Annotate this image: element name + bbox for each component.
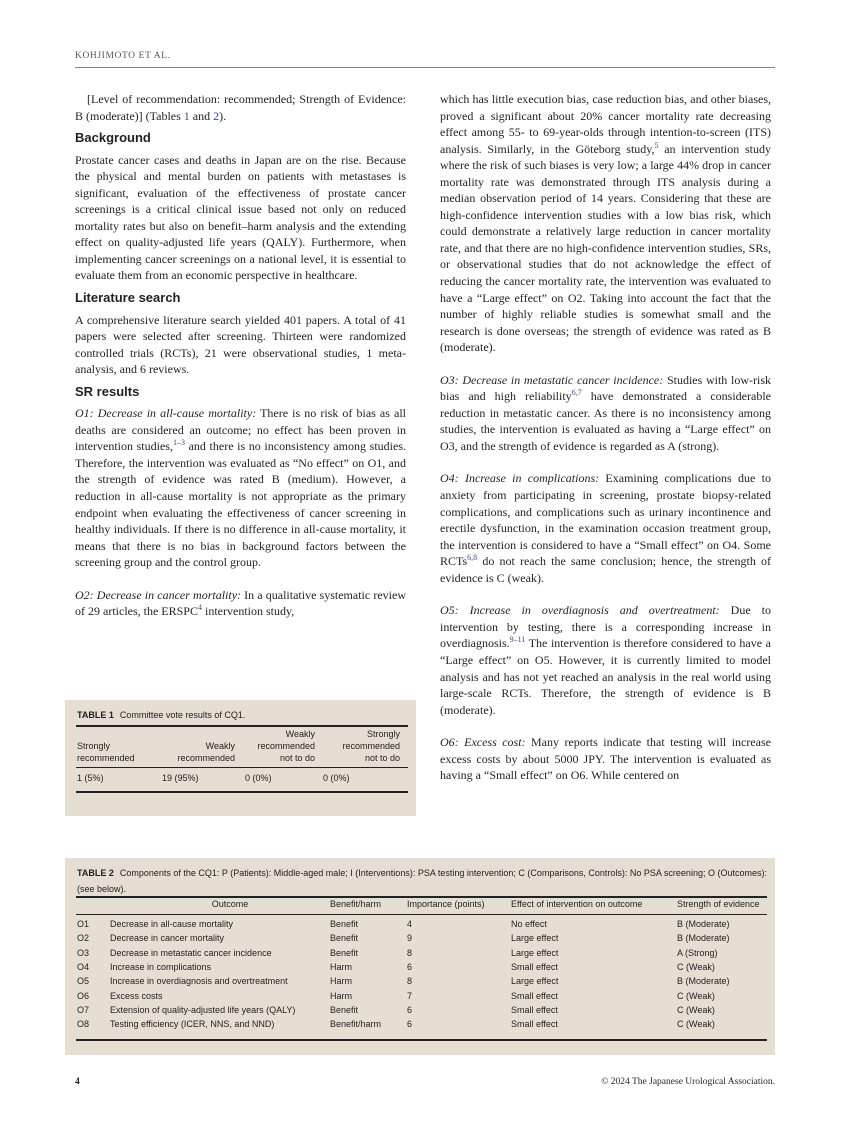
- caption-text: Components of the CQ1: P (Patients): Middle-aged male; I (Interventions): PSA testing intervention; C (Comparisons, Controls): No PSA screening; O (Outcomes): (see below).: [77, 868, 767, 894]
- column-header: Strongly: [366, 729, 400, 739]
- table-cell: Benefit: [330, 933, 359, 944]
- text-run: There is no risk of bias as all deaths are considered an outcome; no effect has been proven in intervention studies,: [75, 406, 406, 454]
- table-cell: Benefit: [330, 1004, 359, 1015]
- table-cell: O2: [77, 933, 90, 944]
- table-cell: Testing efficiency (ICER, NNS, and NND): [110, 1019, 275, 1030]
- paragraph: [440, 91, 771, 356]
- text-run: an intervention study where the risk of such biases is very low; a large 44% drop in cancer mortality rate was demonstrated through ITS analysis during a median observation period of 14 years. Considering that these are high-confidence intervention studies with a low bias risk, which could demonstrate a relatively large reduction in cancer mortality rate, and that there are no high-confidence intervention studies, SRs, or observational studies that do not acknowledge the effect of reducing the cancer mortality rate, the intervention was evaluated to have a “Large effect” on O2. Taking into account the fact that the number of highly reliable studies is somewhat small and the research is done overseas; the strength of evidence was rated as B (moderate).: [440, 141, 771, 355]
- table-cell: A (Strong): [677, 947, 718, 958]
- left-column: [75, 91, 406, 620]
- table-cell: O1: [77, 919, 90, 929]
- table-cell: Benefit: [330, 947, 359, 958]
- table-label: TABLE 1: [77, 710, 114, 720]
- column-header: Weakly: [205, 741, 235, 751]
- section-heading: SR results: [75, 383, 140, 399]
- table-cell: 0 (0%): [245, 773, 272, 783]
- citation-link[interactable]: 4: [198, 603, 202, 613]
- text-run: A comprehensive literature search yielded 401 papers. A total of 41 papers were selected after screening. Thirteen were randomized controlled trials (RCTs), 21 were observational studies, 1 meta-analysis, and 6 reviews.: [75, 312, 406, 377]
- table-cell: Small effect: [511, 961, 558, 972]
- text-run: The intervention is therefore considered to have a “Large effect” on O5. However, it is currently limited to model analysis and has not yet reached an analysis in the real world using large-scale RCTs. Therefore, the strength of evidence is B (moderate).: [440, 636, 771, 717]
- citation-link[interactable]: 9–11: [509, 635, 526, 645]
- section-heading: Literature search: [75, 290, 181, 306]
- table-2: [65, 858, 775, 1055]
- table-cell: No effect: [511, 919, 547, 929]
- text-run: which has little execution bias, case reduction bias, and other biases, proved a significant about 20% cancer mortality rate decreasing effect among 55- to 69-year-olds through intention-to-screen (ITS) analysis. Similarly, in the Göteborg study,: [440, 92, 771, 156]
- outcome-label: O3: Decrease in metastatic cancer incidence:: [440, 372, 664, 387]
- paragraph: [75, 152, 406, 284]
- table-cell: Excess costs: [110, 990, 163, 1001]
- table-cell: Large effect: [511, 947, 559, 958]
- table-cell: Decrease in all-cause mortality: [110, 919, 234, 929]
- outcome-label: O1: Decrease in all-cause mortality:: [75, 406, 257, 421]
- paragraph: [440, 372, 771, 455]
- column-header: recommended: [257, 741, 315, 751]
- table-rule: [76, 896, 767, 898]
- text-run: In a qualitative systematic review of 29 articles, the ERSPC: [75, 587, 406, 619]
- table-cell: 6: [407, 961, 413, 972]
- table-1: [65, 700, 416, 816]
- text-run: have demonstrated a considerable reduction in metastatic cancer. As there is no inconsistency among studies, the intervention is evaluated as having a “Large effect” on O3, and the strength of evidence is regarded as A (strong).: [440, 389, 771, 453]
- table-cell: C (Weak): [677, 990, 715, 1001]
- paragraph: [75, 405, 406, 570]
- column-header: not to do: [279, 753, 315, 763]
- text-run: Studies with low-risk bias and high reliability: [440, 372, 771, 404]
- column-header: Strongly: [77, 741, 111, 751]
- table-2-caption: [77, 865, 767, 897]
- table-cell: Benefit/harm: [330, 1019, 382, 1030]
- column-header: not to do: [364, 753, 400, 763]
- table-cell: 6: [407, 1019, 413, 1030]
- text-run: intervention study,: [202, 604, 295, 619]
- text-run: Examining complications due to anxiety from participating in screening, prostate biopsy-related complications, and complications such as urinary incontinence and erectile dysfunction, in the examination occasion treatment group, the intervention is considered to have a “Small effect” on O4. Some RCTs: [440, 471, 772, 569]
- table-cell: B (Moderate): [677, 976, 730, 987]
- citation-link[interactable]: 1–3: [172, 438, 185, 448]
- outcome-label: O6: Excess cost:: [440, 735, 526, 750]
- table-rule: [76, 791, 408, 793]
- table-cell: Small effect: [511, 1019, 558, 1030]
- running-head: KOHJIMOTO ET AL.: [75, 51, 171, 61]
- outcome-label: O5: Increase in overdiagnosis and overtreatment:: [440, 603, 720, 618]
- column-header: Importance (points): [407, 899, 485, 909]
- table-cell: Harm: [330, 961, 352, 972]
- table-cell: 19 (95%): [162, 773, 199, 783]
- text-run: Prostate cancer cases and deaths in Japan are on the rise. Because the physical and mental burden on patients with metastases is significant, evaluation of the effectiveness of prostate cancer screenings is a critical clinical issue based not only on reduced mortality rates but also on benefit–harm analysis and the extending effect on quality-adjusted life years (QALY). Furthermore, when implementing cancer screenings on a national level, it is essential to evaluate them from an economic perspective in healthcare.: [75, 152, 406, 283]
- table-cell: Small effect: [511, 1004, 558, 1015]
- citation-link[interactable]: 6,8: [467, 553, 478, 563]
- table-rule: [76, 1039, 767, 1041]
- table-rule: [76, 725, 408, 727]
- text-run: Many reports indicate that testing will increase excess costs by about 5000 JPY. The intervention is evaluated as having a “Small effect” on O6. While centered on: [440, 735, 771, 783]
- paragraph: [440, 602, 771, 718]
- table-cell: Increase in complications: [110, 961, 212, 972]
- outcome-label: O4: Increase in complications:: [440, 471, 600, 486]
- text-run: ).: [219, 108, 227, 123]
- table-link[interactable]: 2: [213, 108, 220, 123]
- citation-link[interactable]: 5: [654, 140, 659, 150]
- table-label: TABLE 2: [77, 868, 114, 878]
- table-cell: C (Weak): [677, 961, 715, 972]
- text-run: [Level of recommendation: recommended; Strength of Evidence: B (moderate)] (Tables: [75, 92, 406, 123]
- table-cell: 0 (0%): [323, 773, 350, 783]
- paragraph: [440, 734, 771, 784]
- column-header: Effect of intervention on outcome: [511, 899, 643, 909]
- paragraph: [75, 587, 406, 620]
- table-cell: Large effect: [511, 976, 559, 987]
- citation-link[interactable]: 6,7: [571, 388, 582, 398]
- table-1-caption: [77, 707, 408, 723]
- table-cell: O7: [77, 1004, 90, 1015]
- table-cell: 7: [407, 990, 413, 1001]
- table-cell: O3: [77, 947, 90, 958]
- outcome-label: O2: Decrease in cancer mortality:: [75, 587, 242, 602]
- table-cell: 4: [407, 919, 413, 929]
- column-header: recommended: [177, 753, 235, 763]
- column-header: Outcome: [211, 899, 249, 909]
- paragraph: [440, 470, 771, 586]
- table-cell: 1 (5%): [77, 773, 104, 783]
- table-cell: O6: [77, 990, 90, 1001]
- table-cell: O5: [77, 976, 90, 987]
- table-cell: O4: [77, 961, 90, 972]
- paragraph: [75, 312, 406, 378]
- table-cell: Increase in overdiagnosis and overtreatment: [110, 976, 288, 987]
- table-cell: 9: [407, 933, 413, 944]
- right-column: [440, 91, 771, 784]
- copyright: © 2024 The Japanese Urological Association.: [601, 1077, 775, 1087]
- caption-text: Committee vote results of CQ1.: [119, 710, 246, 720]
- table-cell: C (Weak): [677, 1004, 715, 1015]
- table-cell: 6: [407, 1004, 413, 1015]
- column-header: Weakly: [285, 729, 315, 739]
- table-cell: C (Weak): [677, 1019, 715, 1030]
- column-header: Benefit/harm: [330, 899, 382, 909]
- table-cell: 8: [407, 976, 413, 987]
- table-cell: Decrease in metastatic cancer incidence: [110, 947, 272, 958]
- table-cell: Extension of quality-adjusted life years (QALY): [110, 1004, 296, 1015]
- table-cell: Harm: [330, 976, 352, 987]
- table-cell: Benefit: [330, 919, 359, 929]
- text-run: do not reach the same conclusion; hence, the strength of evidence is C (weak).: [440, 554, 771, 585]
- table-cell: Small effect: [511, 990, 558, 1001]
- text-run: Due to intervention by testing, there is a corresponding increase in overdiagnosis.: [440, 603, 771, 651]
- header-rule: [75, 67, 775, 68]
- table-rule: [76, 914, 767, 915]
- text-run: and there is no inconsistency among studies. Therefore, the intervention was evaluated as “No effect” on O1, and the strength of evidence was rated B (medium). However, a reduction in all-cause mortality is not appropriate as the primary endpoint when evaluating the effectiveness of cancer screening in healthy individuals. If there is no difference in all-cause mortality, it means that there is no bias in background factors between the screening group and the control group.: [75, 439, 406, 570]
- table-cell: Harm: [330, 990, 352, 1001]
- table-rule: [76, 767, 408, 768]
- table-cell: B (Moderate): [677, 933, 730, 944]
- table-cell: 8: [407, 947, 413, 958]
- page-number: 4: [75, 1077, 80, 1087]
- paragraph: [75, 91, 406, 124]
- table-cell: B (Moderate): [677, 919, 730, 929]
- text-run: and: [189, 108, 214, 123]
- column-header: Strength of evidence: [677, 899, 760, 909]
- column-header: recommended: [77, 753, 135, 763]
- table-cell: O8: [77, 1019, 90, 1030]
- section-heading: Background: [75, 130, 151, 146]
- table-cell: Decrease in cancer mortality: [110, 933, 225, 944]
- table-link[interactable]: 1: [183, 108, 190, 123]
- column-header: recommended: [342, 741, 400, 751]
- table-cell: Large effect: [511, 933, 559, 944]
